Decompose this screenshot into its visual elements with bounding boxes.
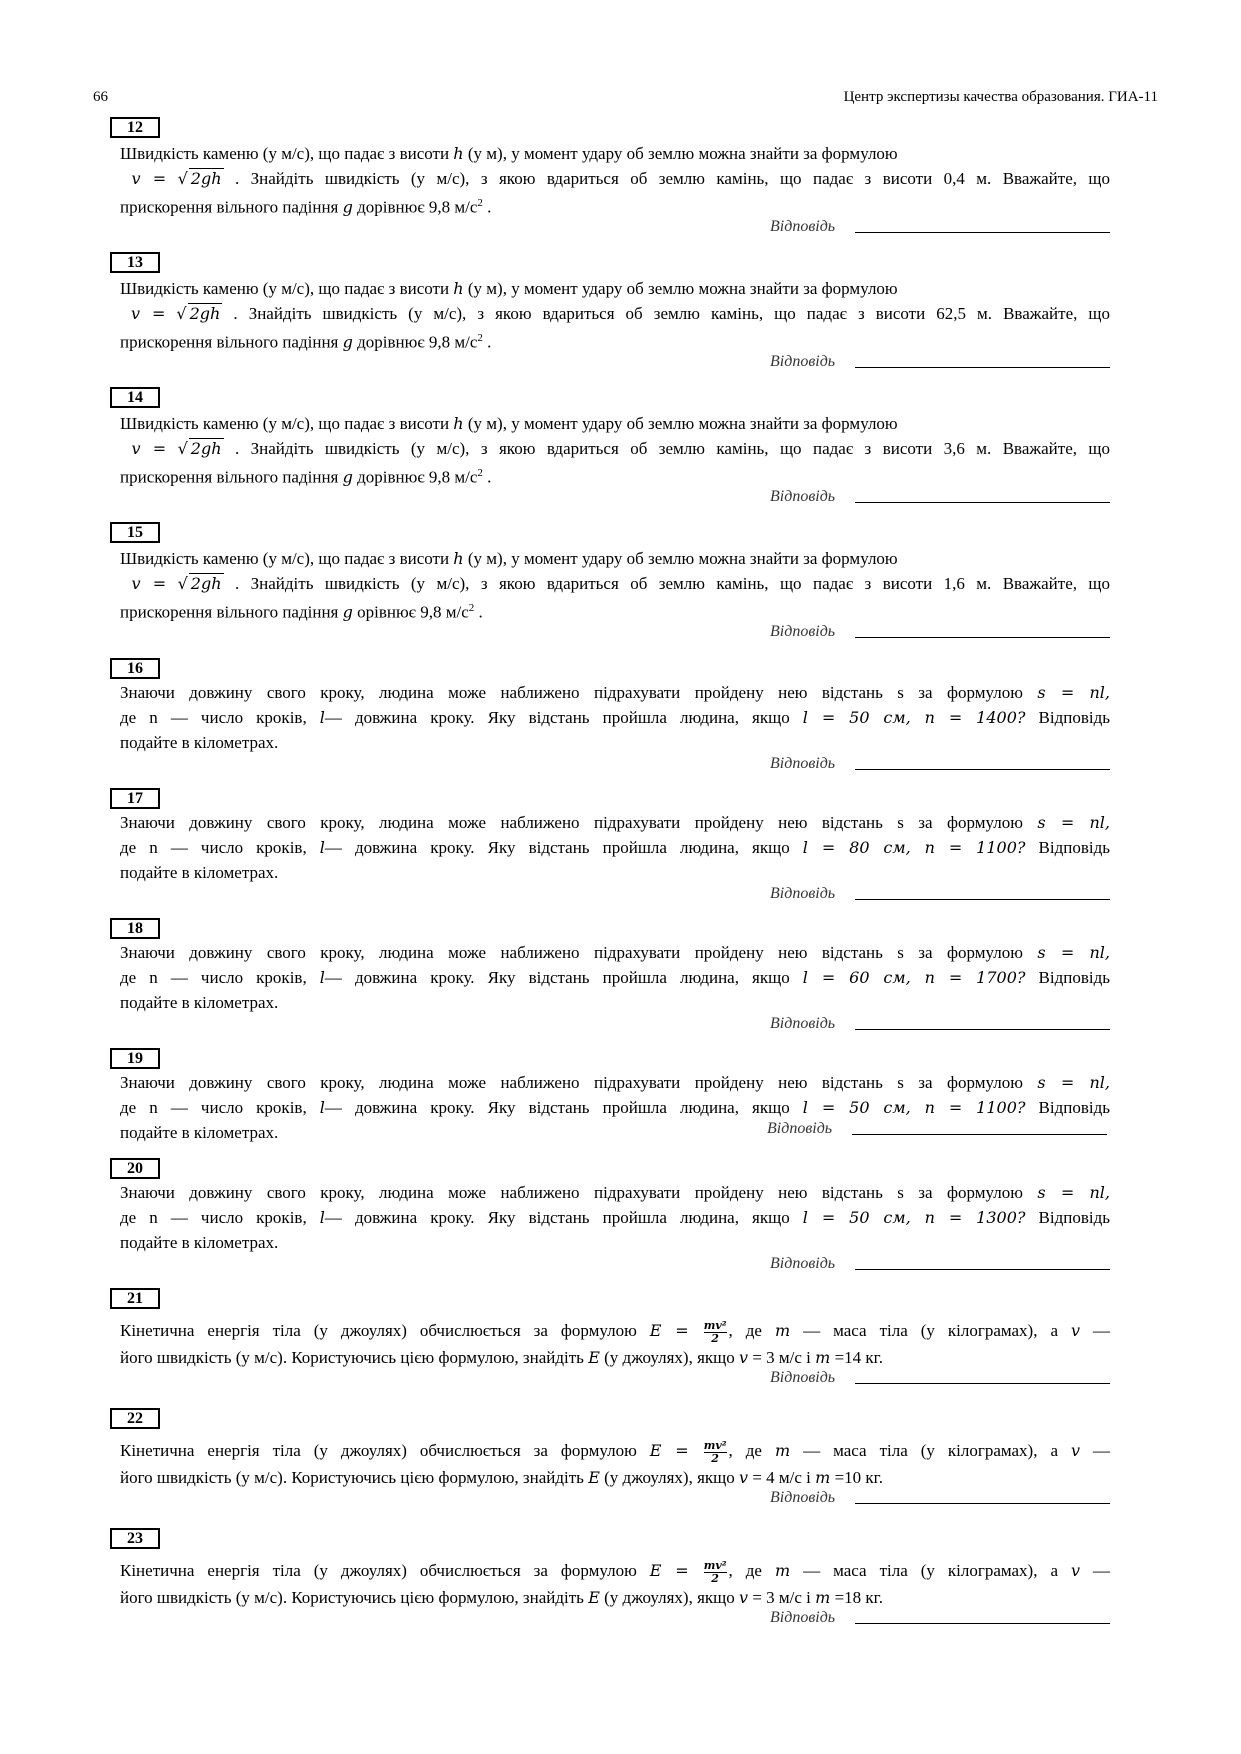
problem-text: Відповідь: [1025, 1208, 1111, 1227]
problem-text: Знаючи довжину свого кроку, людина може наближено підрахувати пройдену нею відстань s за формулою: [120, 943, 1023, 962]
problem-text: подайте в кілометрах.: [120, 1123, 279, 1142]
answer-field[interactable]: [767, 1120, 1107, 1138]
formula: s = nl,: [1037, 943, 1110, 962]
variable-m: m: [815, 1587, 831, 1607]
problem-text: (у джоулях), якщо: [599, 1587, 740, 1607]
formula-lhs: v =: [131, 439, 167, 458]
problem-text: Швидкість каменю (у м/с), що падає з висоти: [120, 144, 454, 163]
problem-text: . Знайдіть швидкість (у м/с), з якою вдариться об землю камінь, що падає з висоти 62,5 м. Вважайте, що: [233, 304, 1111, 323]
problem-text: —: [1080, 1561, 1110, 1580]
variable-v: v: [1070, 1321, 1081, 1340]
problem-text: , де: [728, 1321, 775, 1340]
variable-E: E: [588, 1467, 600, 1487]
answer-field[interactable]: [770, 623, 1110, 641]
problem-text: де n — число кроків,: [120, 708, 320, 727]
problem-text: =18 кг.: [830, 1587, 883, 1607]
condition: l = 50 см, n = 1400?: [802, 708, 1026, 727]
variable-v: v: [739, 1587, 749, 1607]
problem-text: (у джоулях), якщо: [599, 1347, 740, 1367]
problem-text: його швидкість (у м/с). Користуючись цією формулою, знайдіть: [120, 1587, 589, 1607]
problem-text: .: [482, 332, 492, 352]
fraction-numerator: mv²: [703, 1558, 727, 1572]
formula-lhs: E =: [649, 1561, 689, 1580]
problem-text: = 4 м/с і: [748, 1467, 816, 1487]
answer-label: Відповідь: [770, 1369, 836, 1386]
formula-radicand: 2gh: [190, 169, 222, 188]
answer-field[interactable]: [770, 1369, 1110, 1387]
superscript: 2: [477, 332, 483, 344]
problem-text: — маса тіла (у кілограмах), а: [790, 1321, 1071, 1340]
problem-number: 18: [110, 918, 160, 939]
answer-field[interactable]: [770, 1609, 1110, 1627]
problem-text: Кінетична енергія тіла (у джоулях) обчислюється за формулою: [120, 1321, 650, 1340]
answer-label: Відповідь: [770, 755, 836, 772]
problem-text: прискорення вільного падіння: [120, 602, 343, 622]
fraction: [704, 1560, 727, 1585]
variable-m: m: [815, 1347, 831, 1367]
answer-label: Відповідь: [770, 1015, 836, 1032]
problem-text: — довжина кроку. Яку відстань пройшла людина, якщо: [324, 708, 803, 727]
answer-field[interactable]: [770, 885, 1110, 903]
problem-number: 16: [110, 658, 160, 679]
variable-m: m: [774, 1321, 791, 1340]
problem-text: — маса тіла (у кілограмах), а: [790, 1441, 1071, 1460]
problem-text: =10 кг.: [830, 1467, 883, 1487]
problem-text: , де: [728, 1441, 775, 1460]
condition: l = 50 см, n = 1100?: [802, 1098, 1026, 1117]
problem-text: подайте в кілометрах.: [120, 993, 279, 1012]
fraction-numerator: mv²: [703, 1318, 727, 1332]
problem-text: прискорення вільного падіння: [120, 197, 343, 217]
answer-field[interactable]: [770, 218, 1110, 236]
fraction-denominator: 2: [711, 1451, 719, 1465]
answer-label: Відповідь: [770, 218, 836, 235]
variable-g: g: [342, 332, 353, 352]
fraction-denominator: 2: [711, 1331, 719, 1345]
problem-text: дорівнює 9,8 м/с: [352, 332, 478, 352]
problem-number: 21: [110, 1288, 160, 1309]
answer-field[interactable]: [770, 488, 1110, 506]
problem-text: дорівнює 9,8 м/с: [352, 467, 478, 487]
problem-text: його швидкість (у м/с). Користуючись цією формулою, знайдіть: [120, 1347, 589, 1367]
answer-label: Відповідь: [770, 1255, 836, 1272]
problem-text: Знаючи довжину свого кроку, людина може наближено підрахувати пройдену нею відстань s за формулою: [120, 1073, 1023, 1092]
formula-radicand: 2gh: [189, 304, 221, 323]
problem-text: .: [474, 602, 483, 622]
formula-lhs: E =: [649, 1441, 689, 1460]
variable-g: g: [342, 197, 353, 217]
formula-lhs: v =: [131, 574, 167, 593]
condition: l = 50 см, n = 1300?: [802, 1208, 1026, 1227]
formula-radicand: 2gh: [190, 574, 222, 593]
problem-number: 20: [110, 1158, 160, 1179]
problem-text: орівнює 9,8 м/с: [352, 602, 469, 622]
formula: s = nl,: [1037, 1183, 1110, 1202]
answer-field[interactable]: [770, 755, 1110, 773]
problem-number: 23: [110, 1528, 160, 1549]
answer-field[interactable]: [770, 353, 1110, 371]
problem-text: Швидкість каменю (у м/с), що падає з висоти: [120, 279, 454, 298]
condition: l = 80 см, n = 1100?: [802, 838, 1026, 857]
problem-text: .: [482, 197, 492, 217]
problem-text: , де: [728, 1561, 775, 1580]
variable-m: m: [774, 1561, 791, 1580]
variable-h: h: [453, 144, 464, 163]
problem-number: 22: [110, 1408, 160, 1429]
formula-lhs: E =: [649, 1321, 689, 1340]
answer-field[interactable]: [770, 1489, 1110, 1507]
problem-text: Знаючи довжину свого кроку, людина може наближено підрахувати пройдену нею відстань s за формулою: [120, 683, 1023, 702]
answer-field[interactable]: [770, 1255, 1110, 1273]
problem-text: Відповідь: [1025, 838, 1111, 857]
problem-text: (у м), у момент удару об землю можна знайти за формулою: [463, 549, 898, 568]
problem-text: його швидкість (у м/с). Користуючись цією формулою, знайдіть: [120, 1467, 589, 1487]
problem-text: — довжина кроку. Яку відстань пройшла людина, якщо: [324, 1208, 803, 1227]
problem-text: — маса тіла (у кілограмах), а: [790, 1561, 1071, 1580]
problem-text: —: [1080, 1321, 1110, 1340]
condition: l = 60 см, n = 1700?: [802, 968, 1026, 987]
fraction-denominator: 2: [711, 1571, 719, 1585]
superscript: 2: [468, 602, 475, 614]
variable-E: E: [588, 1587, 600, 1607]
superscript: 2: [477, 467, 483, 479]
formula: s = nl,: [1037, 813, 1110, 832]
variable-h: h: [453, 279, 464, 298]
answer-field[interactable]: [770, 1015, 1110, 1033]
problem-text: (у джоулях), якщо: [599, 1467, 740, 1487]
problem-text: — довжина кроку. Яку відстань пройшла людина, якщо: [324, 838, 803, 857]
problem-text: Відповідь: [1025, 1098, 1111, 1117]
answer-label: Відповідь: [770, 885, 836, 902]
problem-text: = 3 м/с і: [748, 1587, 816, 1607]
problem-text: Знаючи довжину свого кроку, людина може наближено підрахувати пройдену нею відстань s за формулою: [120, 1183, 1023, 1202]
problem-text: Швидкість каменю (у м/с), що падає з висоти: [120, 414, 454, 433]
problem-text: =14 кг.: [830, 1347, 883, 1367]
problem-number: 17: [110, 788, 160, 809]
problem-text: Кінетична енергія тіла (у джоулях) обчислюється за формулою: [120, 1561, 650, 1580]
superscript: 2: [477, 197, 483, 209]
problem-text: подайте в кілометрах.: [120, 733, 279, 752]
answer-label: Відповідь: [770, 488, 836, 505]
problem-text: — довжина кроку. Яку відстань пройшла людина, якщо: [324, 1098, 803, 1117]
fraction-numerator: mv²: [703, 1438, 727, 1452]
problem-number: 13: [110, 252, 160, 273]
problem-text: де n — число кроків,: [120, 1098, 320, 1117]
problem-text: Відповідь: [1025, 968, 1111, 987]
problem-number: 15: [110, 522, 160, 543]
variable-g: g: [342, 467, 353, 487]
problem-number: 14: [110, 387, 160, 408]
problem-text: (у м), у момент удару об землю можна знайти за формулою: [463, 279, 898, 298]
variable-v: v: [739, 1467, 749, 1487]
variable-v: v: [739, 1347, 749, 1367]
problem-text: —: [1080, 1441, 1110, 1460]
page-number: 66: [93, 89, 108, 105]
formula-lhs: v =: [131, 169, 167, 188]
problem-text: . Знайдіть швидкість (у м/с), з якою вдариться об землю камінь, що падає з висоти 3,6 м. Вважайте, що: [234, 439, 1111, 458]
formula-radicand: 2gh: [190, 439, 222, 458]
variable-g: g: [342, 602, 353, 622]
problem-text: де n — число кроків,: [120, 1208, 320, 1227]
problem-text: прискорення вільного падіння: [120, 467, 343, 487]
variable-v: v: [1070, 1561, 1081, 1580]
problem-text: — довжина кроку. Яку відстань пройшла людина, якщо: [324, 968, 803, 987]
header-title: Центр экспертизы качества образования. ГИА-11: [843, 89, 1158, 105]
problem-text: Швидкість каменю (у м/с), що падає з висоти: [120, 549, 454, 568]
problem-text: Кінетична енергія тіла (у джоулях) обчислюється за формулою: [120, 1441, 650, 1460]
problem-text: дорівнює 9,8 м/с: [352, 197, 478, 217]
answer-label: Відповідь: [767, 1120, 833, 1137]
variable-l: l: [319, 968, 325, 987]
problem-text: прискорення вільного падіння: [120, 332, 343, 352]
problem-text: де n — число кроків,: [120, 838, 320, 857]
answer-label: Відповідь: [770, 353, 836, 370]
variable-l: l: [319, 1098, 325, 1117]
variable-l: l: [319, 1208, 325, 1227]
problem-text: де n — число кроків,: [120, 968, 320, 987]
problem-text: Знаючи довжину свого кроку, людина може наближено підрахувати пройдену нею відстань s за формулою: [120, 813, 1023, 832]
formula-lhs: v =: [131, 304, 166, 323]
problem-text: . Знайдіть швидкість (у м/с), з якою вдариться об землю камінь, що падає з висоти 1,6 м. Вважайте, що: [234, 574, 1111, 593]
variable-E: E: [588, 1347, 600, 1367]
variable-l: l: [319, 708, 325, 727]
variable-l: l: [319, 838, 325, 857]
problem-number: 19: [110, 1048, 160, 1069]
problem-text: подайте в кілометрах.: [120, 1233, 279, 1252]
formula: s = nl,: [1037, 683, 1110, 702]
variable-h: h: [453, 549, 464, 568]
problem-text: = 3 м/с і: [748, 1347, 816, 1367]
answer-label: Відповідь: [770, 623, 836, 640]
formula: s = nl,: [1037, 1073, 1110, 1092]
fraction: [704, 1440, 727, 1465]
problem-text: подайте в кілометрах.: [120, 863, 279, 882]
variable-m: m: [815, 1467, 831, 1487]
answer-label: Відповідь: [770, 1609, 836, 1626]
problem-text: . Знайдіть швидкість (у м/с), з якою вдариться об землю камінь, що падає з висоти 0,4 м. Вважайте, що: [234, 169, 1111, 188]
problem-text: (у м), у момент удару об землю можна знайти за формулою: [463, 414, 898, 433]
problem-text: (у м), у момент удару об землю можна знайти за формулою: [463, 144, 898, 163]
variable-h: h: [453, 414, 464, 433]
problem-text: Відповідь: [1025, 708, 1111, 727]
fraction: [704, 1320, 727, 1345]
problem-number: 12: [110, 117, 160, 138]
variable-m: m: [774, 1441, 791, 1460]
variable-v: v: [1070, 1441, 1081, 1460]
problem-text: .: [482, 467, 492, 487]
answer-label: Відповідь: [770, 1489, 836, 1506]
